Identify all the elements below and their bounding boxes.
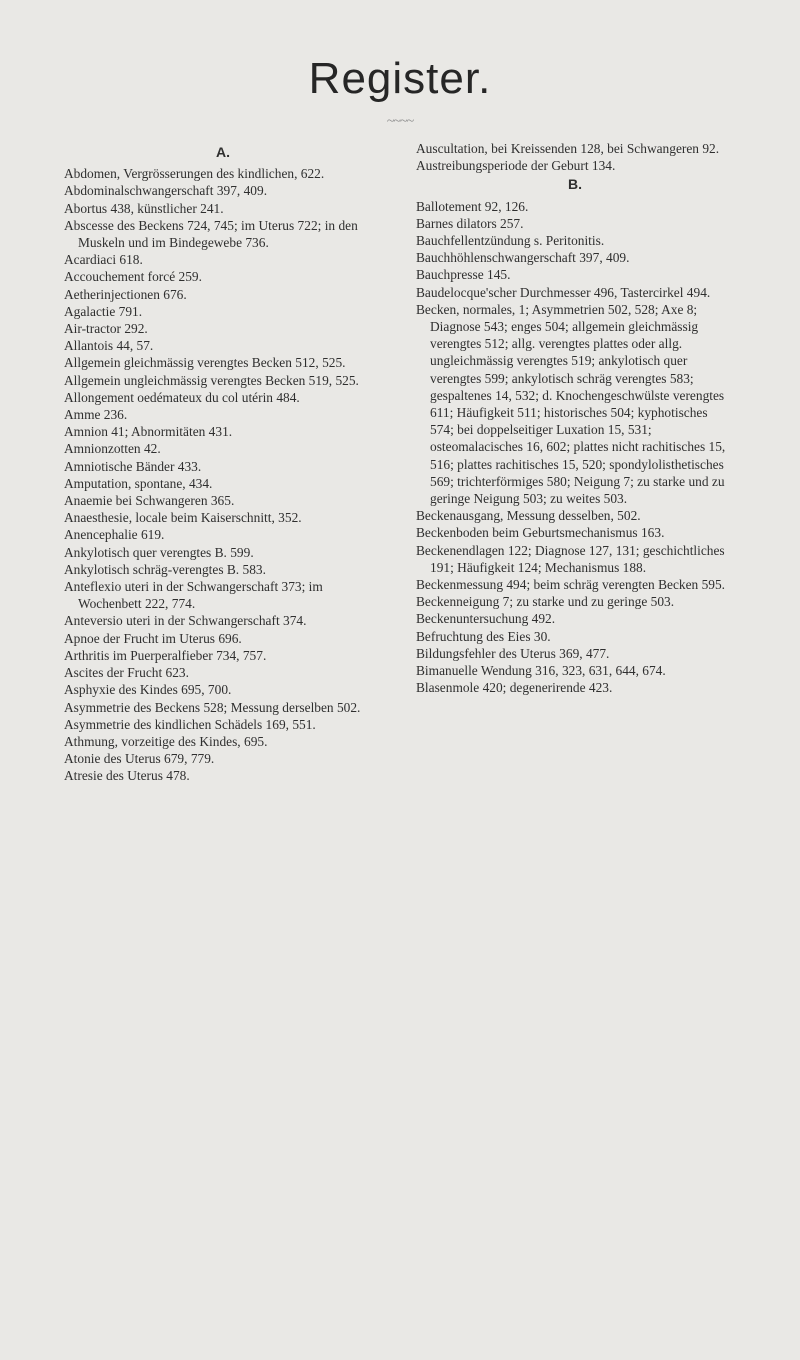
index-entry: Allantois 44, 57. [64,338,154,354]
section-heading-a: A. [216,144,230,160]
index-entry: Abdomen, Vergrösserungen des kindlichen, 622. [64,166,325,182]
index-entry: Bildungsfehler des Uterus 369, 477. [416,645,610,661]
index-entry: Ankylotisch schräg-verengtes B. 583. [64,561,266,577]
index-entry: Becken, normales, 1; Asymmetrien 502, 528; Axe 8; Diagnose 543; enges 504; allgemein gleichmässig verengtes 512; allg. verengtes plattes oder allg. ungleichmässig verengtes 519; ankylotisch quer verengtes 599; ankylotisch schräg verengtes 583; gespaltenes 14, 532; d. Knochengeschwülste verengtes 611; Häufigkeit 511; historisches 504; kyphotisches 574; bei doppelseitiger Luxation 15, 531; osteomalacisches 16, 602; plattes nicht rachitisches 15, 516; plattes rachitisches 15, 520; spondylolisthetisches 569; trichterförmiges 580; Neigung 7; zu starke und zu geringe Neigung 503; zu weites 503. [416,301,726,507]
index-entry: Ballotement 92, 126. [416,198,529,214]
index-entry: Baudelocque'scher Durchmesser 496, Tastercirkel 494. [416,284,711,300]
index-entry: Anteversio uteri in der Schwangerschaft 374. [64,613,307,629]
index-entry: Barnes dilators 257. [416,215,524,231]
index-entry: Accouchement forcé 259. [64,269,202,285]
index-entry: Auscultation, bei Kreissenden 128, bei Schwangeren 92. [416,141,720,156]
index-entry: Allgemein gleichmässig verengtes Becken 512, 525. [64,355,346,371]
index-entry: Anteflexio uteri in der Schwangerschaft 373; im Wochenbett 222, 774. [64,579,323,612]
index-entry: Bimanuelle Wendung 316, 323, 631, 644, 674. [416,663,666,679]
entry-list-b [416,198,734,697]
index-entry: Atonie des Uterus 679, 779. [64,751,215,767]
index-entry: Athmung, vorzeitige des Kindes, 695. [64,733,268,749]
index-entry: Anencephalie 619. [64,527,165,543]
entry-list-a-continued [416,140,734,174]
index-entry: Asymmetrie des Beckens 528; Messung derselben 502. [64,699,361,715]
index-entry: Amputation, spontane, 434. [64,475,213,491]
index-entry: Apnoe der Frucht im Uterus 696. [64,630,242,646]
index-entry: Atresie des Uterus 478. [64,768,190,784]
index-entry: Amnionzotten 42. [64,441,161,457]
index-entry: Abortus 438, künstlicher 241. [64,200,224,216]
index-entry: Bauchfellentzündung s. Peritonitis. [416,233,605,249]
index-entry: Abdominalschwangerschaft 397, 409. [64,183,268,199]
title-ornament: ~~~~ [386,114,414,129]
index-entry: Beckenboden beim Geburtsmechanismus 163. [416,525,665,541]
index-entry: Aetherinjectionen 676. [64,286,187,302]
page-title: Register. [308,54,492,103]
index-entry: Anaemie bei Schwangeren 365. [64,493,235,509]
index-entry: Asphyxie des Kindes 695, 700. [64,682,232,698]
section-heading-b: B. [568,176,582,193]
entry-list-a [64,165,382,784]
index-entry: Amme 236. [64,407,128,423]
index-entry: Acardiaci 618. [64,252,143,268]
index-entry: Amnion 41; Abnormitäten 431. [64,424,233,440]
index-entry: Beckenendlagen 122; Diagnose 127, 131; geschichtliches 191; Häufigkeit 124; Mechanismus 188. [416,542,725,575]
index-entry: Ascites der Frucht 623. [64,665,189,681]
index-entry: Austreibungsperiode der Geburt 134. [416,158,616,174]
index-entry: Beckenmessung 494; beim schräg verengten Becken 595. [416,577,726,593]
index-entry: Asymmetrie des kindlichen Schädels 169, 551. [64,716,316,732]
index-entry: Beckenuntersuchung 492. [416,611,556,627]
index-entry: Arthritis im Puerperalfieber 734, 757. [64,647,267,663]
index-entry: Abscesse des Beckens 724, 745; im Uterus 722; in den Muskeln und im Bindegewebe 736. [64,217,358,251]
index-column-left [64,140,382,785]
index-entry: Allgemein ungleichmässig verengtes Becken 519, 525. [64,372,359,388]
index-entry: Beckenausgang, Messung desselben, 502. [416,508,641,524]
index-entry: Anaesthesie, locale beim Kaiserschnitt, 352. [64,510,302,526]
index-entry: Air-tractor 292. [64,321,148,337]
index-entry: Agalactie 791. [64,303,143,319]
index-column-right [416,140,734,697]
index-entry: Amniotische Bänder 433. [64,458,202,474]
index-entry: Allongement oedémateux du col utérin 484. [64,389,300,405]
index-entry: Ankylotisch quer verengtes B. 599. [64,544,254,560]
index-entry: Beckenneigung 7; zu starke und zu geringe 503. [416,594,675,610]
index-entry: Befruchtung des Eies 30. [416,628,551,644]
index-entry: Bauchhöhlenschwangerschaft 397, 409. [416,250,630,266]
index-entry: Blasenmole 420; degenerirende 423. [416,680,613,696]
index-entry: Bauchpresse 145. [416,267,511,283]
